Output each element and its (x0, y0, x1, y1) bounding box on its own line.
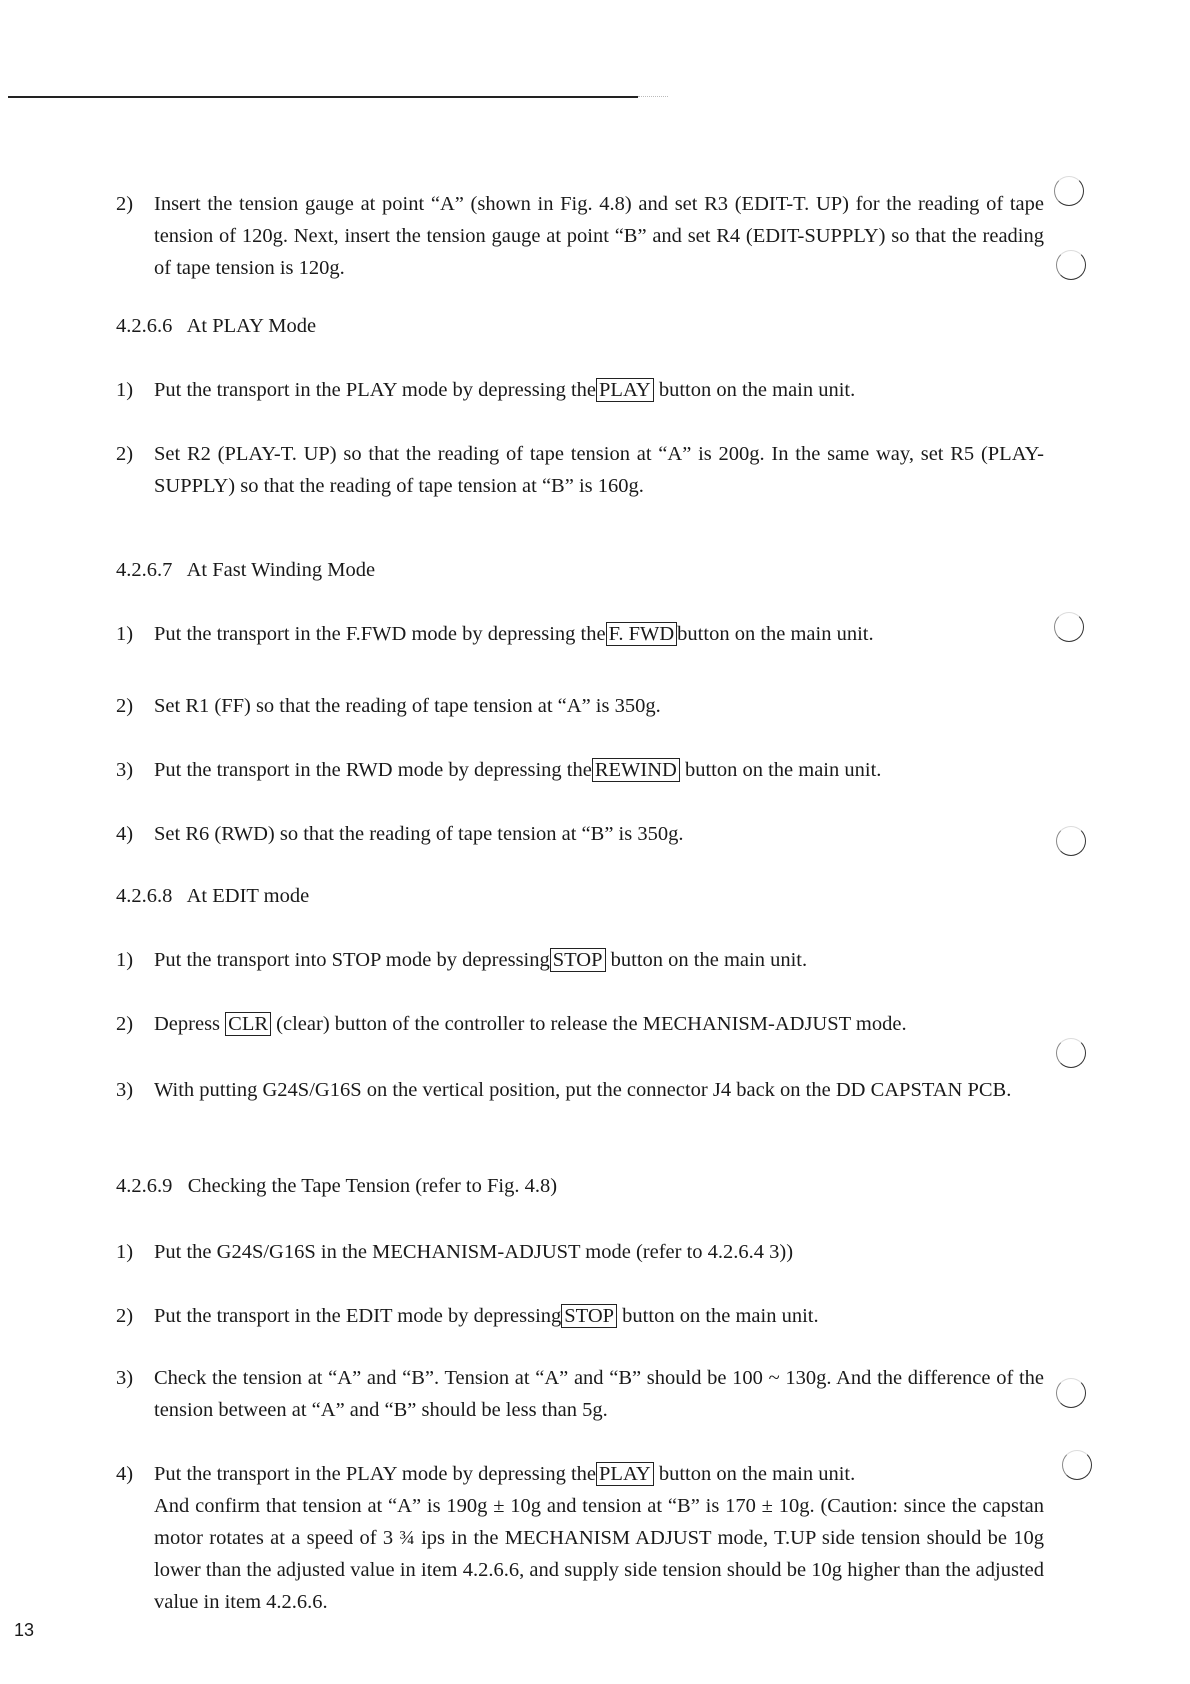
list-item (116, 1008, 1044, 1040)
item-number: 3) (116, 1367, 134, 1389)
list-item (116, 754, 1044, 786)
list-item (116, 438, 1044, 502)
section-heading: 4.2.6.9 Checking the Tape Tension (refer to Fig. 4.8) (116, 1175, 558, 1197)
button-label-rewind: REWIND (592, 758, 680, 782)
item-text: Put the transport in the PLAY mode by depressing the (154, 1463, 597, 1485)
section-heading: 4.2.6.6 At PLAY Mode (116, 315, 317, 337)
item-text: button on the main unit. (653, 379, 856, 401)
item-text: Put the transport in the F.FWD mode by depressing the (154, 623, 606, 645)
item-text: Set R2 (PLAY-T. UP) so that the reading of tape tension at “A” is 200g. In the same way, set R5 (PLAY-SUPPLY) so that the reading of tape tension at “B” is 160g. (154, 443, 1044, 497)
list-item (116, 1362, 1044, 1426)
top-rule (8, 96, 638, 98)
item-text: button on the main unit. (605, 949, 808, 971)
item-text: button on the main unit. (677, 623, 874, 645)
list-item (116, 1236, 1044, 1268)
item-text: Put the transport in the PLAY mode by depressing the (154, 379, 597, 401)
list-item (116, 818, 1044, 850)
list-item (116, 690, 1044, 722)
binder-hole-icon (1056, 1378, 1086, 1408)
list-item (116, 1300, 1044, 1332)
item-number: 2) (116, 443, 134, 465)
item-number: 4) (116, 1463, 134, 1485)
item-text: Insert the tension gauge at point “A” (shown in Fig. 4.8) and set R3 (EDIT-T. UP) for the reading of tape tension of 120g. Next, insert the tension gauge at point “B” and set R4 (EDIT-SUPPLY) so that the reading of tape tension is 120g. (154, 193, 1044, 279)
item-text: button on the main unit. (653, 1463, 856, 1485)
item-text: Check the tension at “A” and “B”. Tension at “A” and “B” should be 100 ~ 130g. And the difference of the tension between at “A” and “B” should be less than 5g. (154, 1367, 1044, 1421)
section-heading: 4.2.6.7 At Fast Winding Mode (116, 559, 376, 581)
list-item (116, 1074, 1044, 1106)
list-item (116, 374, 1044, 406)
section-heading: 4.2.6.8 At EDIT mode (116, 885, 310, 907)
button-label-stop: STOP (550, 948, 606, 972)
item-text: Put the transport in the EDIT mode by depressing (154, 1305, 562, 1327)
item-number: 3) (116, 1079, 134, 1101)
item-text: Put the G24S/G16S in the MECHANISM-ADJUST mode (refer to 4.2.6.4 3)) (154, 1241, 794, 1263)
button-label-clr: CLR (225, 1012, 271, 1036)
binder-hole-icon (1062, 1450, 1092, 1480)
item-number: 1) (116, 1241, 134, 1263)
list-item (116, 1458, 1044, 1618)
button-label-play: PLAY (596, 378, 654, 402)
list-item (116, 188, 1044, 284)
page-number: 13 (14, 1620, 35, 1640)
item-number: 2) (116, 695, 134, 717)
item-text: button on the main unit. (617, 1305, 819, 1327)
list-item (116, 944, 1044, 976)
top-rule-dots (638, 96, 668, 98)
item-text: Depress (154, 1013, 226, 1035)
item-text: (clear) button of the controller to release the MECHANISM-ADJUST mode. (271, 1013, 907, 1035)
item-text: button on the main unit. (679, 759, 882, 781)
item-number: 2) (116, 1305, 134, 1327)
item-text: With putting G24S/G16S on the vertical position, put the connector J4 back on the DD CAPSTAN PCB. (154, 1079, 1012, 1101)
list-item (116, 618, 1044, 650)
item-continuation: And confirm that tension at “A” is 190g ± 10g and tension at “B” is 170 ± 10g. (Caution: since the capstan motor rotates at a speed of 3 ¾ ips in the MECHANISM ADJUST mode, T.UP side tension should be 10g lower than the adjusted value in item 4.2.6.6, and supply side tension should be 10g higher than the adjusted value in item 4.2.6.6. (154, 1495, 1044, 1613)
binder-hole-icon (1056, 1038, 1086, 1068)
item-number: 1) (116, 949, 134, 971)
item-number: 2) (116, 1013, 134, 1035)
button-label-ffwd: F. FWD (606, 622, 678, 646)
item-number: 1) (116, 623, 134, 645)
item-text: Set R1 (FF) so that the reading of tape tension at “A” is 350g. (154, 695, 661, 717)
item-text: Put the transport in the RWD mode by depressing the (154, 759, 592, 781)
item-number: 1) (116, 379, 134, 401)
item-number: 4) (116, 823, 134, 845)
button-label-stop: STOP (561, 1304, 617, 1328)
binder-hole-icon (1054, 612, 1084, 642)
button-label-play: PLAY (596, 1462, 654, 1486)
binder-hole-icon (1054, 176, 1084, 206)
item-text: Put the transport into STOP mode by depressing (154, 949, 550, 971)
binder-hole-icon (1056, 826, 1086, 856)
binder-hole-icon (1056, 250, 1086, 280)
item-number: 2) (116, 193, 134, 215)
item-number: 3) (116, 759, 134, 781)
item-text: Set R6 (RWD) so that the reading of tape tension at “B” is 350g. (154, 823, 684, 845)
